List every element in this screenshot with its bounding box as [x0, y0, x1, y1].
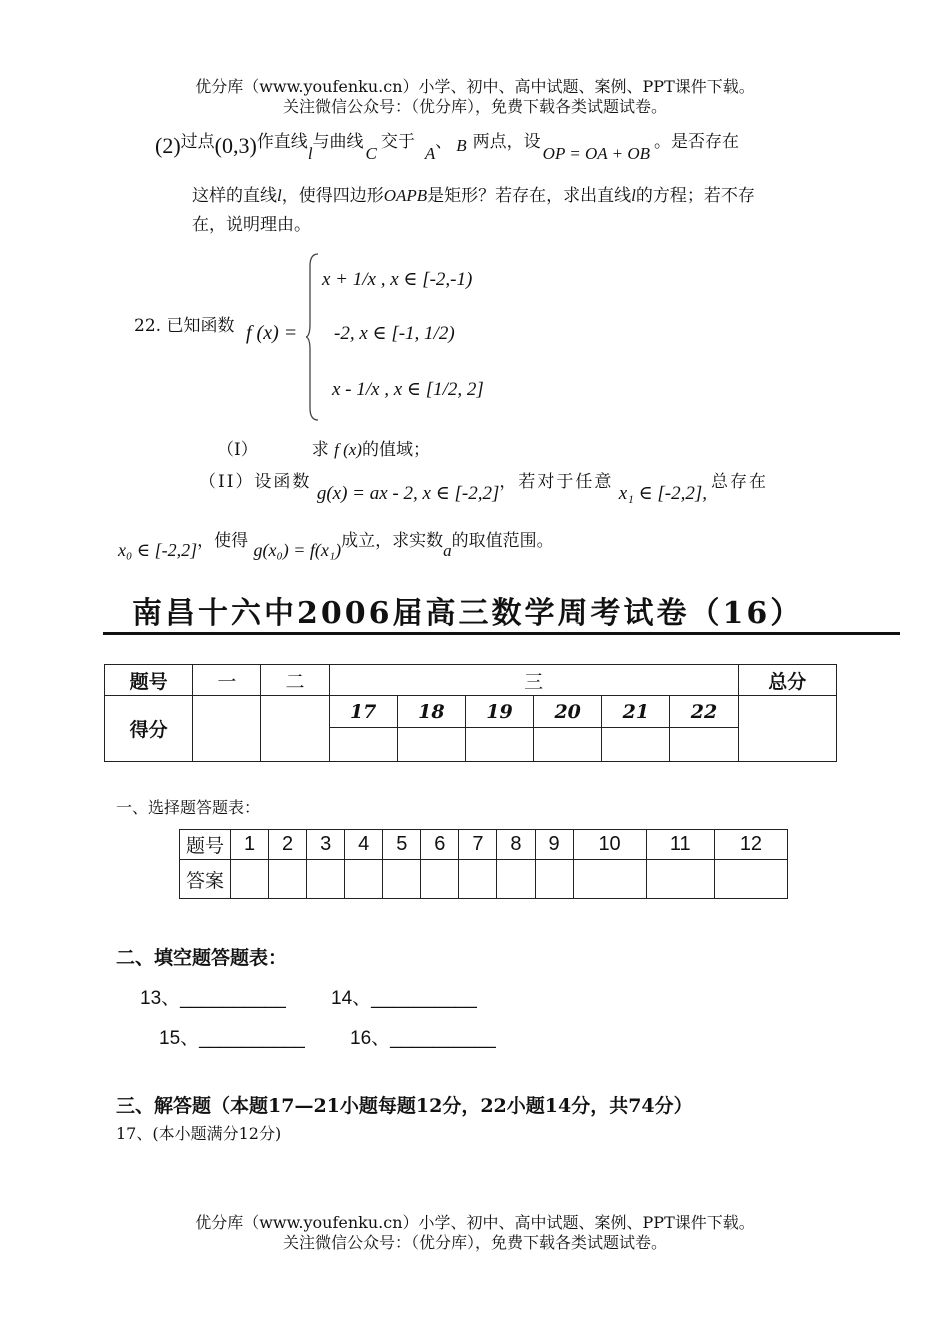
choice-number-8: 8 — [497, 830, 535, 860]
choice-number-9: 9 — [535, 830, 573, 860]
choice-number-6: 6 — [421, 830, 459, 860]
choice-number-2: 2 — [269, 830, 307, 860]
q21-line-3: 在，说明理由。 — [192, 215, 311, 235]
q21-line-2 — [192, 182, 872, 210]
choice-number-12: 12 — [714, 830, 787, 860]
q21-text: 两点，设 — [472, 132, 541, 152]
choice-number-10: 10 — [573, 830, 646, 860]
blank-16[interactable]: 16、__________ — [350, 1028, 496, 1049]
q21-label: (2) — [155, 133, 181, 158]
q22-part-1 — [217, 436, 430, 464]
score-cell-20[interactable] — [534, 728, 602, 762]
q21-vector-eq: OP = OA + OB — [542, 144, 650, 163]
q21-var-l: l — [277, 186, 282, 205]
score-header-num: 题号 — [105, 665, 193, 696]
q21-text: 的方程；若不存 — [635, 186, 755, 206]
q22-p2-label: （II）设函数 — [199, 472, 312, 492]
q21-var-B: B — [456, 136, 467, 155]
q22-equation: g(x₀) = f(x₁) — [253, 540, 342, 560]
title-divider — [103, 632, 900, 635]
section2-heading: 二、填空题答题表： — [116, 948, 288, 969]
score-sub-19: 19 — [465, 696, 533, 728]
choice-answer-cell-5[interactable] — [383, 860, 421, 899]
q21-text: 与曲线 — [312, 132, 364, 152]
q21-line-1 — [155, 132, 855, 162]
q21-text: 过点 — [180, 132, 215, 152]
q22-fx: f (x) = — [246, 322, 298, 344]
q22-g-def: g(x) = ax - 2, x ∈ [-2,2] — [316, 483, 500, 504]
score-cell-17[interactable] — [329, 728, 397, 762]
choice-answer-cell-3[interactable] — [307, 860, 345, 899]
choice-number-5: 5 — [383, 830, 421, 860]
q22-text: 的值域； — [361, 440, 430, 460]
q22-text: 总存在 — [711, 472, 769, 492]
section3-heading: 三、解答题（本题17—21小题每题12分，22小题14分，共74分） — [116, 1095, 693, 1117]
score-cell-21[interactable] — [602, 728, 670, 762]
score-sub-17: 17 — [329, 696, 397, 728]
choice-answer-cell-2[interactable] — [269, 860, 307, 899]
q21-text: 作直线 — [256, 132, 308, 152]
choice-answer-cell-11[interactable] — [646, 860, 714, 899]
q22-case-1: x + 1/x , x ∈ [-2,-1) — [322, 269, 473, 290]
q22-p1-label: （I） — [217, 440, 258, 460]
choice-number-4: 4 — [345, 830, 383, 860]
choice-answer-table — [179, 829, 788, 899]
blank-15[interactable]: 15、__________ — [159, 1028, 305, 1049]
q21-point: (0,3) — [214, 133, 257, 158]
q22-x0-range: x₀ ∈ [-2,2] — [118, 540, 198, 560]
choice-answer-cell-12[interactable] — [714, 860, 787, 899]
q22-case-2: -2, x ∈ [-1, 1/2) — [334, 323, 455, 344]
q21-text: 是矩形？若存在，求出直线 — [427, 186, 632, 206]
score-sub-22: 22 — [670, 696, 738, 728]
choice-number-3: 3 — [307, 830, 345, 860]
score-header-three: 三 — [329, 665, 738, 696]
choice-answer-cell-10[interactable] — [573, 860, 646, 899]
q22-number: 22. 已知函数 — [134, 316, 235, 336]
score-cell-total[interactable] — [738, 696, 836, 762]
score-row-label: 得分 — [105, 696, 193, 762]
score-table — [104, 664, 837, 762]
question-17-label: 17、(本小题满分12分) — [116, 1124, 282, 1143]
header-line-1: 优分库（www.youfenku.cn）小学、初中、高中试题、案例、PPT课件下载。 — [195, 77, 755, 96]
q22-fx-inline: f (x) — [334, 440, 362, 459]
choice-answer-cell-6[interactable] — [421, 860, 459, 899]
footer-line-2: 关注微信公众号：（优分库），免费下载各类试题试卷。 — [282, 1233, 667, 1252]
q21-text: 交于 — [380, 132, 415, 152]
exam-title: 南昌十六中2006届高三数学周考试卷（16） — [132, 596, 804, 631]
q22-var-a: a — [443, 541, 452, 560]
score-cell-19[interactable] — [465, 728, 533, 762]
q21-text: ，使得四边形 — [281, 186, 384, 206]
q21-var-A: A — [424, 144, 436, 163]
q22-part-3 — [118, 526, 554, 560]
footer-line-1: 优分库（www.youfenku.cn）小学、初中、高中试题、案例、PPT课件下载。 — [195, 1213, 755, 1232]
score-sub-21: 21 — [602, 696, 670, 728]
choice-answer-cell-8[interactable] — [497, 860, 535, 899]
q21-var-C: C — [365, 144, 377, 163]
q21-text: 、 — [435, 132, 453, 152]
q21-text: 。是否存在 — [653, 132, 739, 152]
brace-icon — [306, 252, 320, 422]
choice-answer-cell-4[interactable] — [345, 860, 383, 899]
score-sub-20: 20 — [534, 696, 602, 728]
score-cell-two[interactable] — [261, 696, 329, 762]
score-header-total: 总分 — [738, 665, 836, 696]
score-header-one: 一 — [193, 665, 261, 696]
q21-var-l: l — [307, 144, 313, 163]
score-header-two: 二 — [261, 665, 329, 696]
choice-row-label-answer: 答案 — [180, 860, 231, 899]
score-cell-18[interactable] — [397, 728, 465, 762]
choice-row-label-num: 题号 — [180, 830, 231, 860]
q21-quad: OAPB — [383, 186, 428, 205]
piecewise-brace — [306, 252, 320, 422]
header-line-2: 关注微信公众号：（优分库），免费下载各类试题试卷。 — [282, 97, 667, 116]
q22-text: ，若对于任意 — [499, 472, 614, 492]
choice-number-11: 11 — [646, 830, 714, 860]
q22-text: 成立，求实数 — [341, 531, 444, 551]
section1-heading: 一、选择题答题表： — [116, 798, 261, 817]
q22-part-2 — [199, 468, 859, 504]
choice-number-1: 1 — [231, 830, 269, 860]
q22-x1-range: x₁ ∈ [-2,2], — [618, 483, 708, 504]
choice-answer-cell-9[interactable] — [535, 860, 573, 899]
choice-number-7: 7 — [459, 830, 497, 860]
q22-text: ，使得 — [197, 531, 249, 551]
q22-text: 求 — [311, 440, 329, 460]
choice-answer-cell-1[interactable] — [231, 860, 269, 899]
blank-14[interactable]: 14、__________ — [331, 988, 477, 1009]
score-cell-22[interactable] — [670, 728, 738, 762]
choice-answer-cell-7[interactable] — [459, 860, 497, 899]
blank-13[interactable]: 13、__________ — [140, 988, 286, 1009]
q22-case-3: x - 1/x , x ∈ [1/2, 2] — [332, 379, 484, 400]
score-sub-18: 18 — [397, 696, 465, 728]
q22-text: 的取值范围。 — [451, 531, 554, 551]
q21-var-l: l — [631, 186, 636, 205]
score-cell-one[interactable] — [193, 696, 261, 762]
q21-text: 这样的直线 — [192, 186, 277, 206]
